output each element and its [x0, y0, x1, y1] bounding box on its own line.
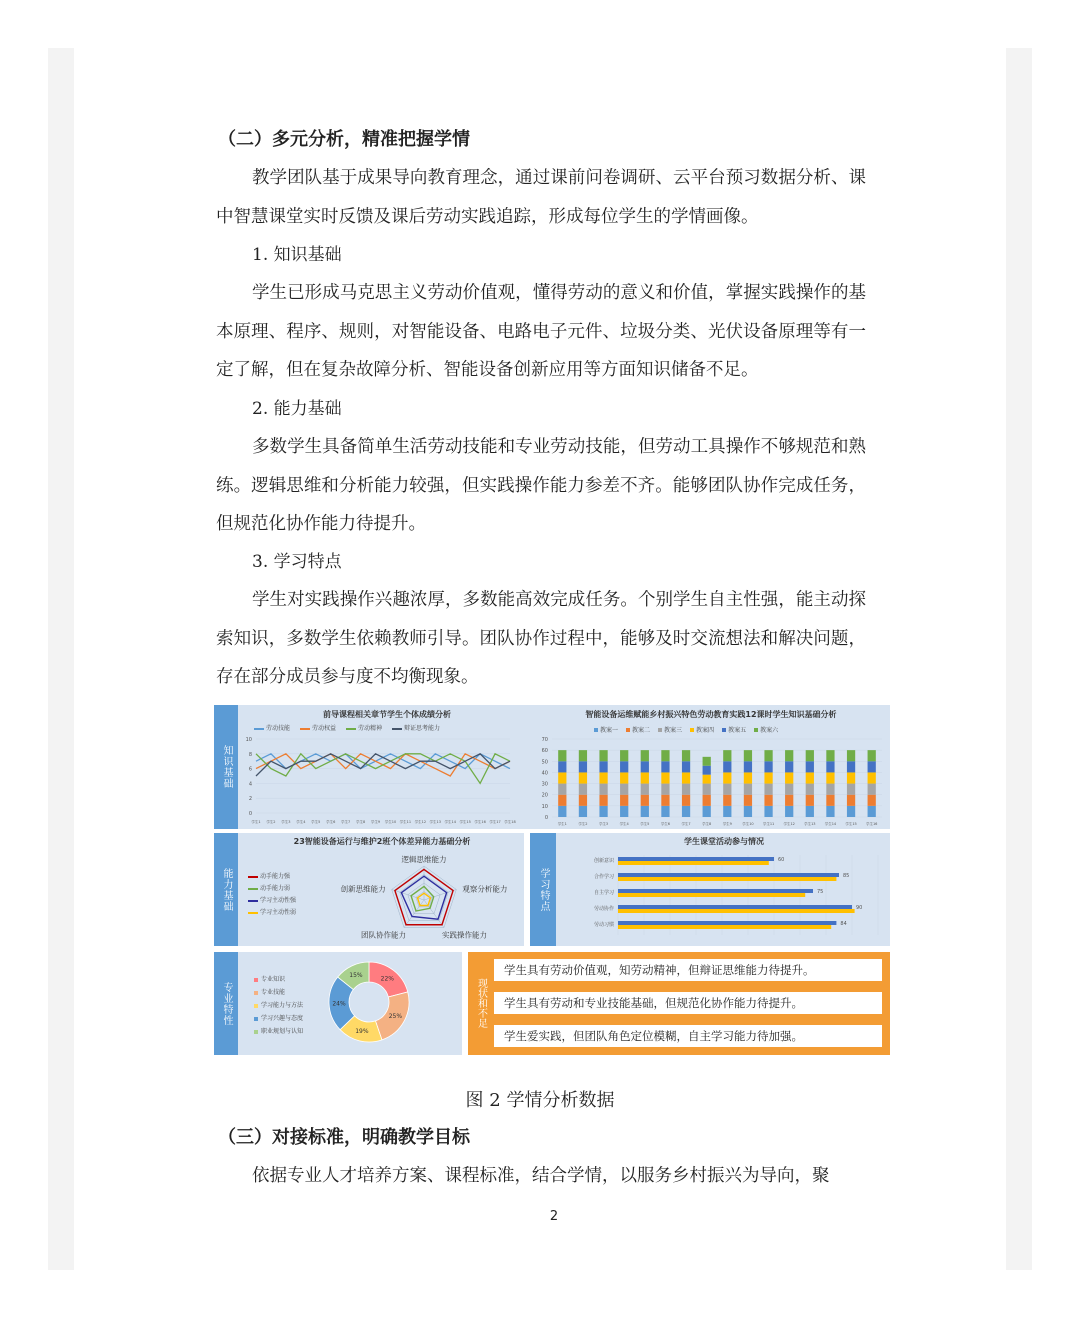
legend-label: 学习能力与方法	[261, 1002, 304, 1009]
x-tick-label: 学生1	[557, 822, 567, 826]
legend-swatch	[658, 728, 662, 732]
legend-label: 辩证思考能力	[404, 725, 441, 732]
bar-segment-教案二	[723, 795, 731, 806]
bar-segment-教案二	[579, 795, 587, 806]
line-chart-legend	[254, 725, 534, 733]
x-tick-label: 学生4	[296, 820, 306, 824]
hbar-B	[618, 893, 805, 897]
bar-segment-教案五	[682, 761, 690, 772]
legend-label: 劳动技能	[266, 725, 291, 732]
bar-segment-教案二	[785, 795, 793, 806]
hbar-B	[618, 925, 831, 929]
bar-segment-教案二	[599, 795, 607, 806]
bar-segment-教案一	[579, 806, 587, 817]
y-tick-label: 40	[541, 770, 548, 777]
goal-paragraph: 依据专业人才培养方案、课程标准，结合学情，以服务乡村振兴为导向，聚	[252, 1166, 830, 1186]
y-tick-label: 4	[248, 781, 252, 788]
y-tick-label: 8	[248, 751, 252, 758]
bar-segment-教案二	[620, 795, 628, 806]
bar-segment-教案四	[661, 772, 669, 783]
intro-paragraph: 教学团队基于成果导向教育理念，通过课前问卷调研、云平台预习数据分析、课中智慧课堂实时反馈及课后劳动实践追踪，形成每位学生的学情画像。	[216, 168, 866, 227]
data-label: 60	[778, 857, 785, 863]
legend-swatch	[248, 912, 258, 914]
x-tick-label: 学生7	[681, 822, 691, 826]
bar-segment-教案三	[847, 784, 855, 795]
x-tick-label: 学生3	[281, 820, 291, 824]
legend-swatch	[254, 978, 258, 982]
bar-segment-教案二	[744, 795, 752, 806]
y-tick-label: 10	[245, 737, 252, 743]
bar-segment-教案四	[744, 772, 752, 783]
legend-swatch	[254, 728, 264, 730]
legend-label: 教案三	[664, 727, 683, 734]
bar-segment-教案一	[806, 806, 814, 817]
x-tick-label: 学生8	[702, 822, 712, 826]
bar-segment-教案六	[847, 750, 855, 761]
x-tick-label: 学生13	[804, 822, 816, 826]
bar-segment-教案二	[764, 795, 772, 806]
bar-segment-教案四	[847, 772, 855, 783]
bar-segment-教案三	[599, 784, 607, 795]
x-tick-label: 学生7	[341, 820, 351, 824]
radar-axis-label: 团队协作能力	[361, 930, 407, 940]
x-tick-label: 学生3	[598, 822, 609, 826]
bar-segment-教案三	[682, 784, 690, 795]
bar-segment-教案六	[744, 750, 752, 761]
ability-paragraph: 多数学生具备简单生活劳动技能和专业劳动技能，但劳动工具操作不够规范和熟练。逻辑思维和分析能力较强，但实践操作能力参差不齐。能够团队协作完成任务，但规范化协作能力待提升。	[216, 437, 866, 534]
row-label-profession: 专业特性	[214, 952, 238, 1055]
bar-segment-教案四	[868, 772, 876, 783]
radar-axis-label: 创新思维能力	[340, 884, 386, 894]
hbar-chart-title: 学生课堂活动参与情况	[684, 837, 764, 846]
x-tick-label: 学生14	[444, 820, 456, 824]
legend-swatch	[254, 1004, 258, 1008]
x-tick-label: 学生9	[370, 820, 381, 824]
bar-segment-教案三	[744, 784, 752, 795]
analysis-figure	[214, 705, 890, 1057]
page-number: 2	[549, 1209, 559, 1224]
donut-value-label: 25%	[388, 1013, 403, 1021]
summary-label: 现状和不足	[475, 978, 487, 1028]
donut-value-label: 22%	[380, 975, 395, 983]
bar-segment-教案四	[826, 772, 834, 783]
legend-label: 劳动权益	[312, 725, 337, 732]
y-tick-label: 50	[541, 759, 548, 766]
bar-segment-教案四	[764, 772, 772, 783]
legend-swatch	[248, 888, 258, 890]
data-label: 90	[856, 905, 863, 911]
category-label: 劳动协作	[593, 906, 614, 912]
bar-segment-教案五	[599, 761, 607, 772]
bar-segment-教案四	[682, 772, 690, 783]
hbar-B	[618, 909, 855, 913]
bar-segment-教案二	[847, 795, 855, 806]
bar-segment-教案三	[661, 784, 669, 795]
bar-segment-教案四	[620, 772, 628, 783]
radar-axis-label: 观察分析能力	[462, 884, 508, 894]
bar-segment-教案三	[620, 784, 628, 795]
legend-swatch	[594, 728, 598, 732]
bar-segment-教案四	[641, 772, 649, 783]
category-label: 合作学习	[593, 874, 614, 880]
bar-segment-教案一	[826, 806, 834, 817]
bar-segment-教案六	[703, 757, 711, 766]
legend-swatch	[722, 728, 726, 732]
hbar-B	[618, 877, 836, 881]
category-label: 自主学习	[593, 890, 614, 896]
hbar-B	[618, 861, 769, 865]
y-tick-label: 60	[541, 748, 548, 755]
legend-label: 学习主动性强	[260, 897, 297, 904]
legend-item	[346, 725, 382, 733]
legend-label: 教案一	[600, 727, 619, 734]
bar-segment-教案二	[661, 795, 669, 806]
bar-segment-教案五	[661, 761, 669, 772]
donut-chart	[326, 957, 412, 1047]
hbar-A	[618, 873, 839, 877]
y-tick-label: 70	[541, 737, 548, 743]
data-label: 85	[843, 873, 850, 879]
x-tick-label: 学生12	[783, 822, 795, 826]
donut-value-label: 24%	[332, 1000, 346, 1008]
y-tick-label: 0	[544, 815, 548, 821]
x-tick-label: 学生5	[311, 820, 321, 824]
legend-label: 教案二	[632, 727, 651, 734]
bar-segment-教案五	[847, 761, 855, 772]
legend-label: 动手能力弱	[260, 885, 291, 892]
bar-segment-教案二	[641, 795, 649, 806]
bar-segment-教案三	[641, 784, 649, 795]
legend-label: 教案六	[760, 727, 779, 734]
x-tick-label: 学生1	[251, 820, 261, 824]
legend-swatch	[392, 728, 402, 730]
line-chart	[242, 735, 516, 827]
bar-segment-教案二	[826, 795, 834, 806]
row-label-ability: 能力基础	[214, 833, 238, 946]
bar-segment-教案三	[868, 784, 876, 795]
legend-swatch	[254, 1017, 258, 1021]
line-chart-title: 前导课程相关章节学生个体成绩分析	[323, 710, 451, 719]
bar-segment-教案五	[744, 761, 752, 772]
bar-segment-教案三	[826, 784, 834, 795]
y-tick-label: 2	[248, 796, 252, 803]
row-label-knowledge: 知识基础	[214, 705, 238, 829]
bar-segment-教案六	[620, 750, 628, 761]
summary-item-1: 学生具有劳动价值观，知劳动精神，但辩证思维能力待提升。	[494, 959, 882, 981]
bar-segment-教案六	[764, 750, 772, 761]
bar-segment-教案一	[620, 806, 628, 817]
bar-segment-教案五	[558, 761, 566, 772]
legend-swatch	[754, 728, 758, 732]
bar-segment-教案五	[806, 761, 814, 772]
radar-axis-label: 逻辑思维能力	[401, 855, 447, 864]
category-label: 创新意识	[593, 858, 614, 864]
learning-paragraph: 学生对实践操作兴趣浓厚，多数能高效完成任务。个别学生自主性强，能主动探索知识，多数学生依赖教师引导。团队协作过程中，能够及时交流想法和解决问题，存在部分成员参与度不均衡现象。	[216, 590, 866, 687]
x-tick-label: 学生6	[326, 820, 336, 824]
bar-segment-教案四	[599, 772, 607, 783]
figure-caption: 图 2 学情分析数据	[465, 1090, 615, 1111]
bar-segment-教案四	[703, 775, 711, 784]
bar-segment-教案六	[785, 750, 793, 761]
bar-segment-教案五	[641, 761, 649, 772]
radar-axis-label: 实践操作能力	[441, 930, 487, 940]
x-tick-label: 学生4	[619, 822, 629, 826]
bar-segment-教案一	[599, 806, 607, 817]
donut-value-label: 15%	[349, 971, 363, 979]
row-label-learning: 学习特点	[530, 833, 556, 946]
x-tick-label: 学生15	[845, 822, 857, 826]
bar-segment-教案二	[558, 795, 566, 806]
bar-segment-教案一	[764, 806, 772, 817]
data-label: 75	[817, 889, 824, 895]
bar-segment-教案四	[558, 772, 566, 783]
legend-label: 动手能力强	[260, 873, 291, 880]
bar-segment-教案六	[868, 750, 876, 761]
legend-item	[392, 725, 440, 733]
legend-item	[254, 725, 290, 733]
bar-segment-教案二	[682, 795, 690, 806]
bar-segment-教案五	[579, 761, 587, 772]
x-tick-label: 学生11	[762, 822, 775, 826]
x-tick-label: 学生13	[429, 820, 442, 824]
bar-segment-教案二	[703, 795, 711, 806]
x-tick-label: 学生15	[459, 820, 471, 824]
bar-segment-教案五	[764, 761, 772, 772]
bar-segment-教案五	[620, 761, 628, 772]
bar-segment-教案五	[868, 761, 876, 772]
hbar-A	[618, 889, 813, 893]
bar-segment-教案四	[785, 772, 793, 783]
bar-segment-教案三	[558, 784, 566, 795]
radar-chart-title: 23智能设备运行与维护2班个体差异能力基础分析	[293, 837, 471, 846]
legend-label: 学习主动性弱	[260, 909, 297, 916]
y-tick-label: 30	[541, 781, 548, 788]
bar-segment-教案一	[661, 806, 669, 817]
summary-item-2: 学生具有劳动和专业技能基础，但规范化协作能力待提升。	[494, 992, 882, 1014]
bar-segment-教案一	[723, 806, 731, 817]
bar-segment-教案一	[785, 806, 793, 817]
bar-segment-教案三	[723, 784, 731, 795]
legend-label: 教案四	[696, 727, 715, 734]
legend-swatch	[248, 876, 258, 878]
bar-segment-教案六	[558, 750, 566, 761]
data-label: 84	[840, 921, 847, 927]
bar-segment-教案一	[682, 806, 690, 817]
section3-heading: （三）对接标准，明确教学目标	[218, 1127, 470, 1148]
bar-segment-教案三	[579, 784, 587, 795]
hbar-A	[618, 921, 836, 925]
stacked-bar-title: 智能设备运维赋能乡村振兴特色劳动教育实践12课时学生知识基础分析	[585, 710, 837, 719]
section2-heading: （二）多元分析，精准把握学情	[218, 129, 470, 150]
bar-segment-教案四	[579, 772, 587, 783]
x-tick-label: 学生18	[504, 820, 516, 824]
x-tick-label: 学生10	[384, 820, 397, 824]
legend-label: 职业规划与认知	[261, 1028, 304, 1035]
bar-segment-教案一	[558, 806, 566, 817]
bar-segment-教案六	[641, 750, 649, 761]
bar-segment-教案三	[806, 784, 814, 795]
hbar-A	[618, 905, 852, 909]
bar-segment-教案四	[723, 772, 731, 783]
legend-label: 专业知识	[261, 976, 286, 983]
bar-segment-教案三	[785, 784, 793, 795]
legend-swatch	[300, 728, 310, 730]
bar-segment-教案五	[826, 761, 834, 772]
bar-segment-教案三	[764, 784, 772, 795]
legend-swatch	[346, 728, 356, 730]
bar-segment-教案二	[806, 795, 814, 806]
x-tick-label: 学生2	[578, 822, 588, 826]
y-tick-label: 6	[248, 766, 252, 773]
knowledge-paragraph: 学生已形成马克思主义劳动价值观，懂得劳动的意义和价值，掌握实践操作的基本原理、程序、规则，对智能设备、电路电子元件、垃圾分类、光伏设备原理等有一定了解，但在复杂故障分析、智能设备创新应用等方面知识储备不足。	[216, 283, 866, 380]
y-tick-label: 10	[541, 803, 548, 810]
bar-segment-教案一	[744, 806, 752, 817]
stacked-bar-chart	[528, 733, 886, 827]
legend-swatch	[626, 728, 630, 732]
bar-segment-教案六	[682, 750, 690, 761]
bar-segment-教案六	[661, 750, 669, 761]
legend-swatch	[248, 900, 258, 902]
bar-segment-教案六	[723, 750, 731, 761]
x-tick-label: 学生11	[399, 820, 412, 824]
bar-segment-教案五	[703, 766, 711, 775]
bar-segment-教案三	[703, 784, 711, 795]
bar-segment-教案四	[806, 772, 814, 783]
category-label: 劳动习惯	[593, 922, 614, 928]
x-tick-label: 学生10	[742, 822, 754, 826]
bar-segment-教案六	[826, 750, 834, 761]
legend-label: 劳动精神	[358, 725, 383, 732]
bar-segment-教案六	[806, 750, 814, 761]
bar-segment-教案一	[703, 806, 711, 817]
x-tick-label: 学生9	[722, 822, 732, 826]
legend-label: 学习兴趣与态度	[261, 1015, 304, 1022]
hbar-A	[618, 857, 774, 861]
summary-item-3: 学生爱实践，但团队角色定位模糊，自主学习能力待加强。	[494, 1025, 882, 1047]
legend-label: 专业技能	[261, 989, 286, 996]
subheading-knowledge: 1. 知识基础	[252, 245, 342, 265]
bar-segment-教案一	[641, 806, 649, 817]
legend-swatch	[254, 1030, 258, 1034]
x-tick-label: 学生5	[640, 822, 650, 826]
y-tick-label: 20	[541, 792, 548, 799]
bar-segment-教案六	[579, 750, 587, 761]
bar-segment-教案一	[868, 806, 876, 817]
x-tick-label: 学生2	[266, 820, 276, 824]
bar-segment-教案二	[868, 795, 876, 806]
hbar-chart	[560, 849, 886, 943]
legend-swatch	[254, 991, 258, 995]
subheading-ability: 2. 能力基础	[252, 399, 342, 419]
legend-label: 教案五	[728, 727, 747, 734]
subheading-learning: 3. 学习特点	[252, 552, 342, 572]
bar-segment-教案一	[847, 806, 855, 817]
radar-chart	[324, 849, 524, 946]
bar-segment-教案五	[723, 761, 731, 772]
bar-segment-教案五	[785, 761, 793, 772]
x-tick-label: 学生14	[824, 822, 837, 826]
donut-value-label: 19%	[355, 1028, 369, 1036]
x-tick-label: 学生6	[660, 822, 671, 826]
x-tick-label: 学生16	[474, 820, 486, 824]
x-tick-label: 学生17	[489, 820, 501, 824]
legend-swatch	[690, 728, 694, 732]
legend-item	[300, 725, 336, 733]
y-tick-label: 0	[248, 811, 252, 817]
x-tick-label: 学生12	[414, 820, 427, 824]
x-tick-label: 学生8	[355, 820, 366, 824]
x-tick-label: 学生16	[865, 822, 878, 826]
summary-panel	[468, 952, 890, 1055]
bar-segment-教案六	[599, 750, 607, 761]
